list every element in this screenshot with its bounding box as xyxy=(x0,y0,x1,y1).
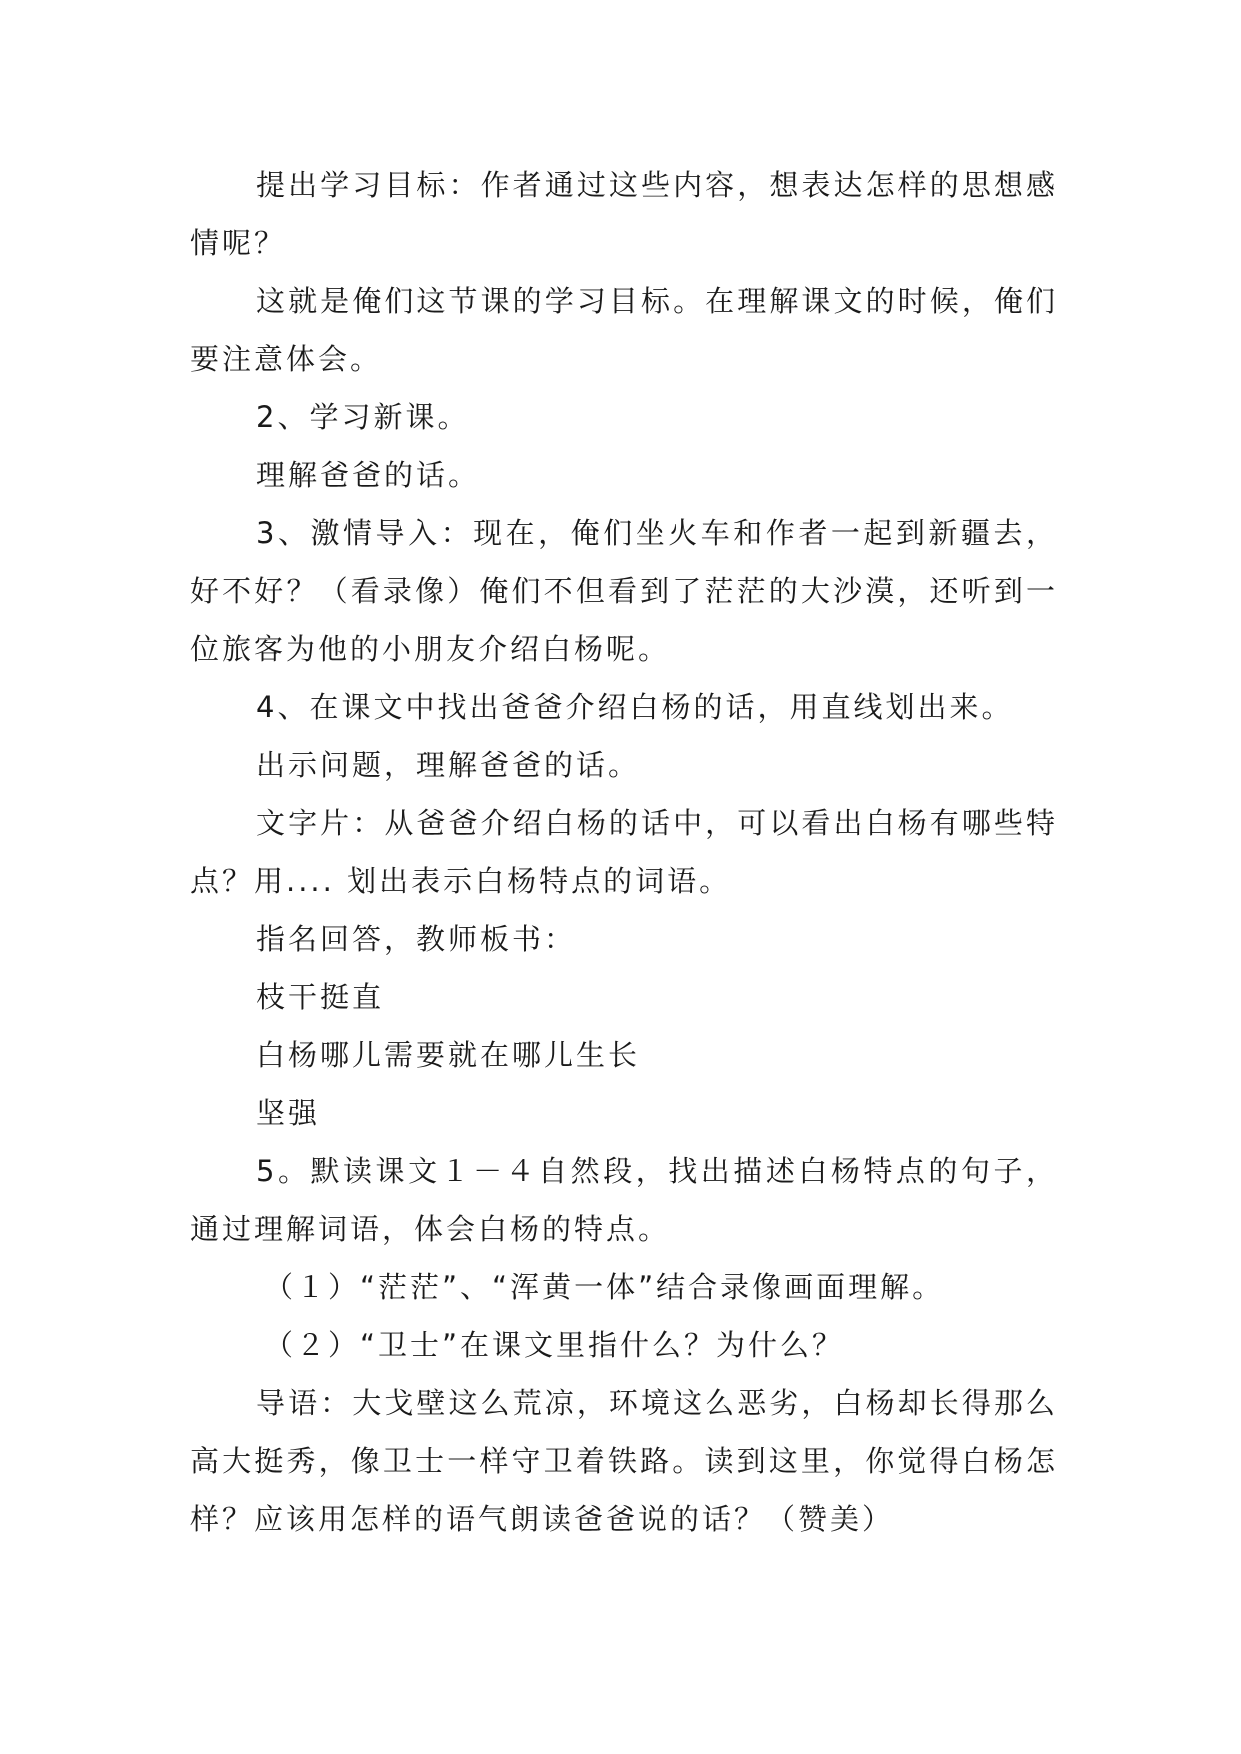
paragraph-sub-2: （２）“卫士”在课文里指什么？为什么？ xyxy=(264,1328,845,1362)
paragraph-lesson-goal: 这就是俺们这节课的学习目标。在理解课文的时候，俺们要注意体会。 xyxy=(190,284,1058,376)
paragraph-step-5: 5。默读课文１－４自然段，找出描述白杨特点的句子，通过理解词语，体会白杨的特点。 xyxy=(190,1154,1058,1246)
paragraph-understand-father: 理解爸爸的话。 xyxy=(256,458,481,492)
board-item-grows-anywhere: 白杨哪儿需要就在哪儿生长 xyxy=(256,1038,641,1072)
board-item-strong: 坚强 xyxy=(256,1096,321,1130)
paragraph-step-4: 4、在课文中找出爸爸介绍白杨的话，用直线划出来。 xyxy=(256,690,1014,724)
paragraph-answer: 指名回答，教师板书： xyxy=(256,922,577,956)
paragraph-step-2: 2、学习新课。 xyxy=(256,400,470,434)
paragraph-show-question: 出示问题，理解爸爸的话。 xyxy=(256,748,641,782)
paragraph-learning-goal: 提出学习目标：作者通过这些内容，想表达怎样的思想感情呢？ xyxy=(190,168,1058,260)
document-body xyxy=(190,156,1058,1548)
paragraph-text-slide: 文字片：从爸爸介绍白杨的话中，可以看出白杨有哪些特点？用.... 划出表示白杨特点的词语。 xyxy=(190,806,1058,898)
paragraph-step-3: 3、激情导入：现在，俺们坐火车和作者一起到新疆去，好不好？（看录像）俺们不但看到了茫茫的大沙漠，还听到一位旅客为他的小朋友介绍白杨呢。 xyxy=(190,516,1058,666)
paragraph-guide: 导语：大戈壁这么荒凉，环境这么恶劣，白杨却长得那么高大挺秀，像卫士一样守卫着铁路。读到这里，你觉得白杨怎样？应该用怎样的语气朗读爸爸说的话？（赞美） xyxy=(190,1386,1058,1536)
paragraph-sub-1: （１）“茫茫”、“浑黄一体”结合录像画面理解。 xyxy=(264,1270,945,1304)
board-item-straight-trunk: 枝干挺直 xyxy=(256,980,385,1014)
